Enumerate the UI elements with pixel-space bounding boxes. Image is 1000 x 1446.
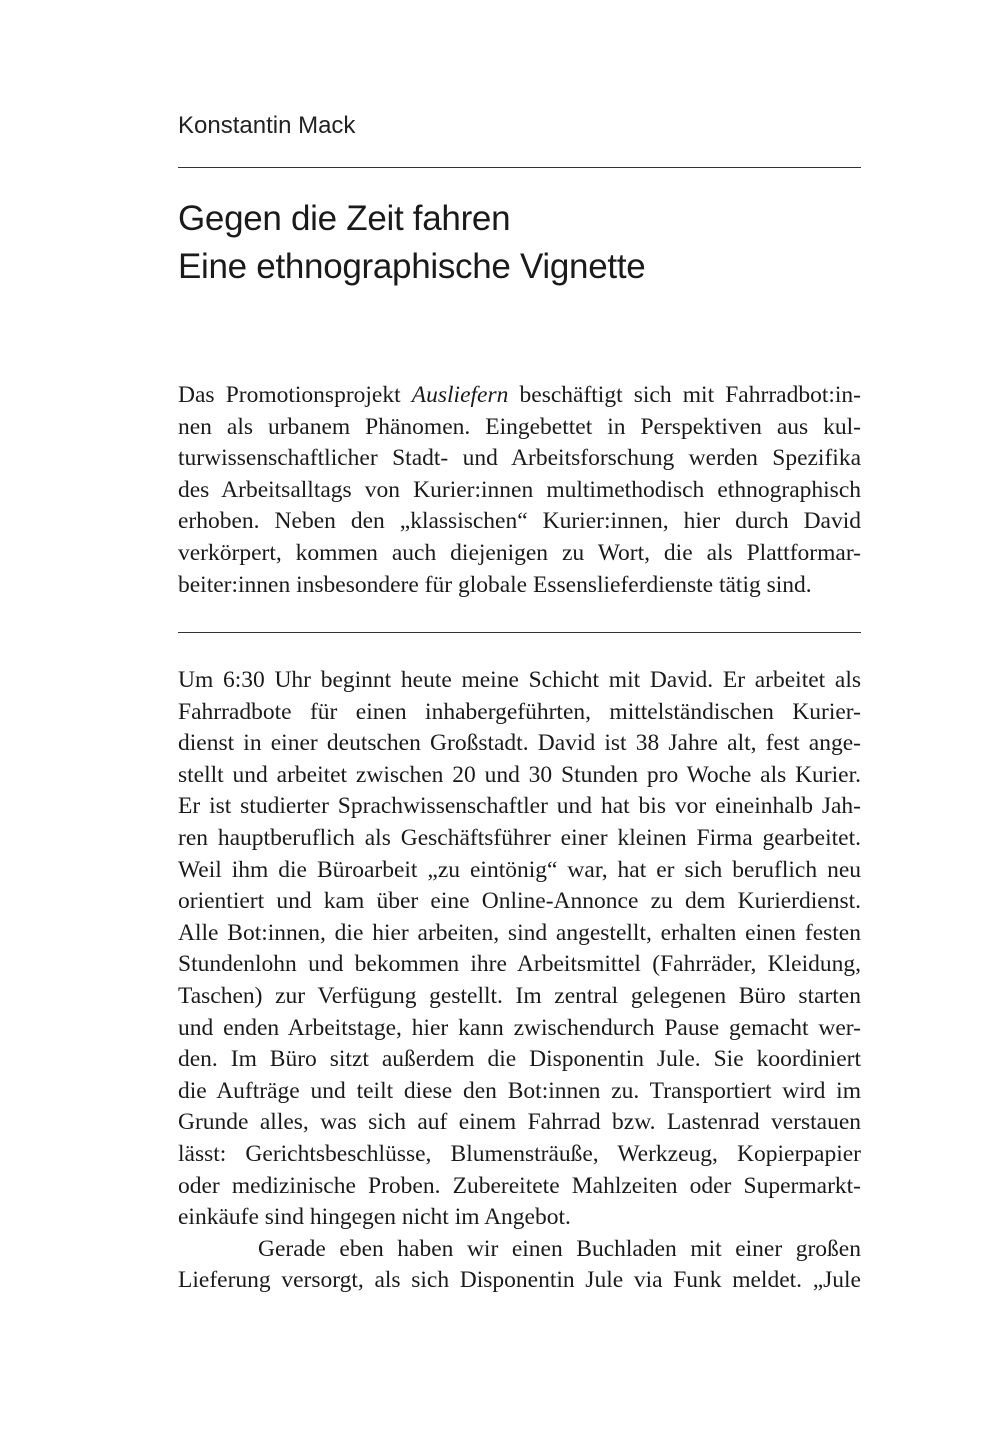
abstract bbox=[178, 380, 861, 601]
header-divider bbox=[178, 167, 861, 168]
body-line: dienst in einer deutschen Großstadt. David ist 38 Jahre alt, fest ange- bbox=[178, 730, 861, 757]
body-line: lässt: Gerichtsbeschlüsse, Blumensträuße, Werkzeug, Kopierpapier bbox=[178, 1140, 861, 1167]
text: Das Promotionsprojekt bbox=[178, 382, 412, 408]
abstract-line: turwissenschaftlicher Stadt- und Arbeitsforschung werden Spezifika bbox=[178, 445, 861, 472]
project-title-italic: Ausliefern bbox=[411, 382, 509, 408]
body-line: Fahrradbote für einen inhabergeführten, mittelständischen Kurier- bbox=[178, 698, 861, 725]
body-text bbox=[178, 665, 861, 1297]
body-line: Stundenlohn und bekommen ihre Arbeitsmittel (Fahrräder, Kleidung, bbox=[178, 951, 861, 978]
author-name: Konstantin Mack bbox=[178, 112, 356, 139]
body-line: einkäufe sind hingegen nicht im Angebot. bbox=[178, 1204, 571, 1231]
abstract-divider bbox=[178, 632, 861, 633]
body-line: Er ist studierter Sprachwissenschaftler und hat bis vor eineinhalb Jah- bbox=[178, 793, 861, 820]
body-line: oder medizinische Proben. Zubereitete Mahlzeiten oder Supermarkt- bbox=[178, 1172, 861, 1199]
body-line: Alle Bot:innen, die hier arbeiten, sind angestellt, erhalten einen festen bbox=[178, 919, 861, 946]
title-line: Gegen die Zeit fahren bbox=[178, 199, 511, 238]
body-line: Gerade eben haben wir einen Buchladen mit einer großen bbox=[258, 1235, 861, 1262]
text: beschäftigt sich mit Fahrradbot:in- bbox=[508, 382, 861, 408]
body-line: Grunde alles, was sich auf einem Fahrrad bzw. Lastenrad verstauen bbox=[178, 1109, 861, 1136]
abstract-line: erhoben. Neben den „klassischen“ Kurier:innen, hier durch David bbox=[178, 508, 861, 535]
body-line: den. Im Büro sitzt außerdem die Disponentin Jule. Sie koordiniert bbox=[178, 1046, 861, 1073]
subtitle-line: Eine ethnographische Vignette bbox=[178, 247, 646, 286]
body-line: stellt und arbeitet zwischen 20 und 30 Stunden pro Woche als Kurier. bbox=[178, 761, 861, 788]
abstract-line: des Arbeitsalltags von Kurier:innen multimethodisch ethnographisch bbox=[178, 476, 861, 503]
body-line: ren hauptberuflich als Geschäftsführer einer kleinen Firma gearbeitet. bbox=[178, 824, 861, 851]
abstract-line: beiter:innen insbesondere für globale Essenslieferdienste tätig sind. bbox=[178, 571, 812, 598]
body-line: und enden Arbeitstage, hier kann zwischendurch Pause gemacht wer- bbox=[178, 1014, 861, 1041]
chapter-title bbox=[178, 195, 645, 291]
body-line: orientiert und kam über eine Online-Annonce zu dem Kurierdienst. bbox=[178, 888, 861, 915]
body-line: die Aufträge und teilt diese den Bot:innen zu. Transportiert wird im bbox=[178, 1077, 861, 1104]
body-line: Lieferung versorgt, als sich Disponentin Jule via Funk meldet. „Jule bbox=[178, 1267, 861, 1294]
abstract-line: verkörpert, kommen auch diejenigen zu Wort, die als Plattformar- bbox=[178, 539, 861, 566]
body-line: Taschen) zur Verfügung gestellt. Im zentral gelegenen Büro starten bbox=[178, 982, 861, 1009]
abstract-line: nen als urbanem Phänomen. Eingebettet in Perspektiven aus kul- bbox=[178, 413, 861, 440]
abstract-line bbox=[178, 380, 861, 412]
body-line: Um 6:30 Uhr beginnt heute meine Schicht mit David. Er arbeitet als bbox=[178, 667, 861, 693]
body-line: Weil ihm die Büroarbeit „zu eintönig“ war, hat er sich beruflich neu bbox=[178, 856, 861, 883]
